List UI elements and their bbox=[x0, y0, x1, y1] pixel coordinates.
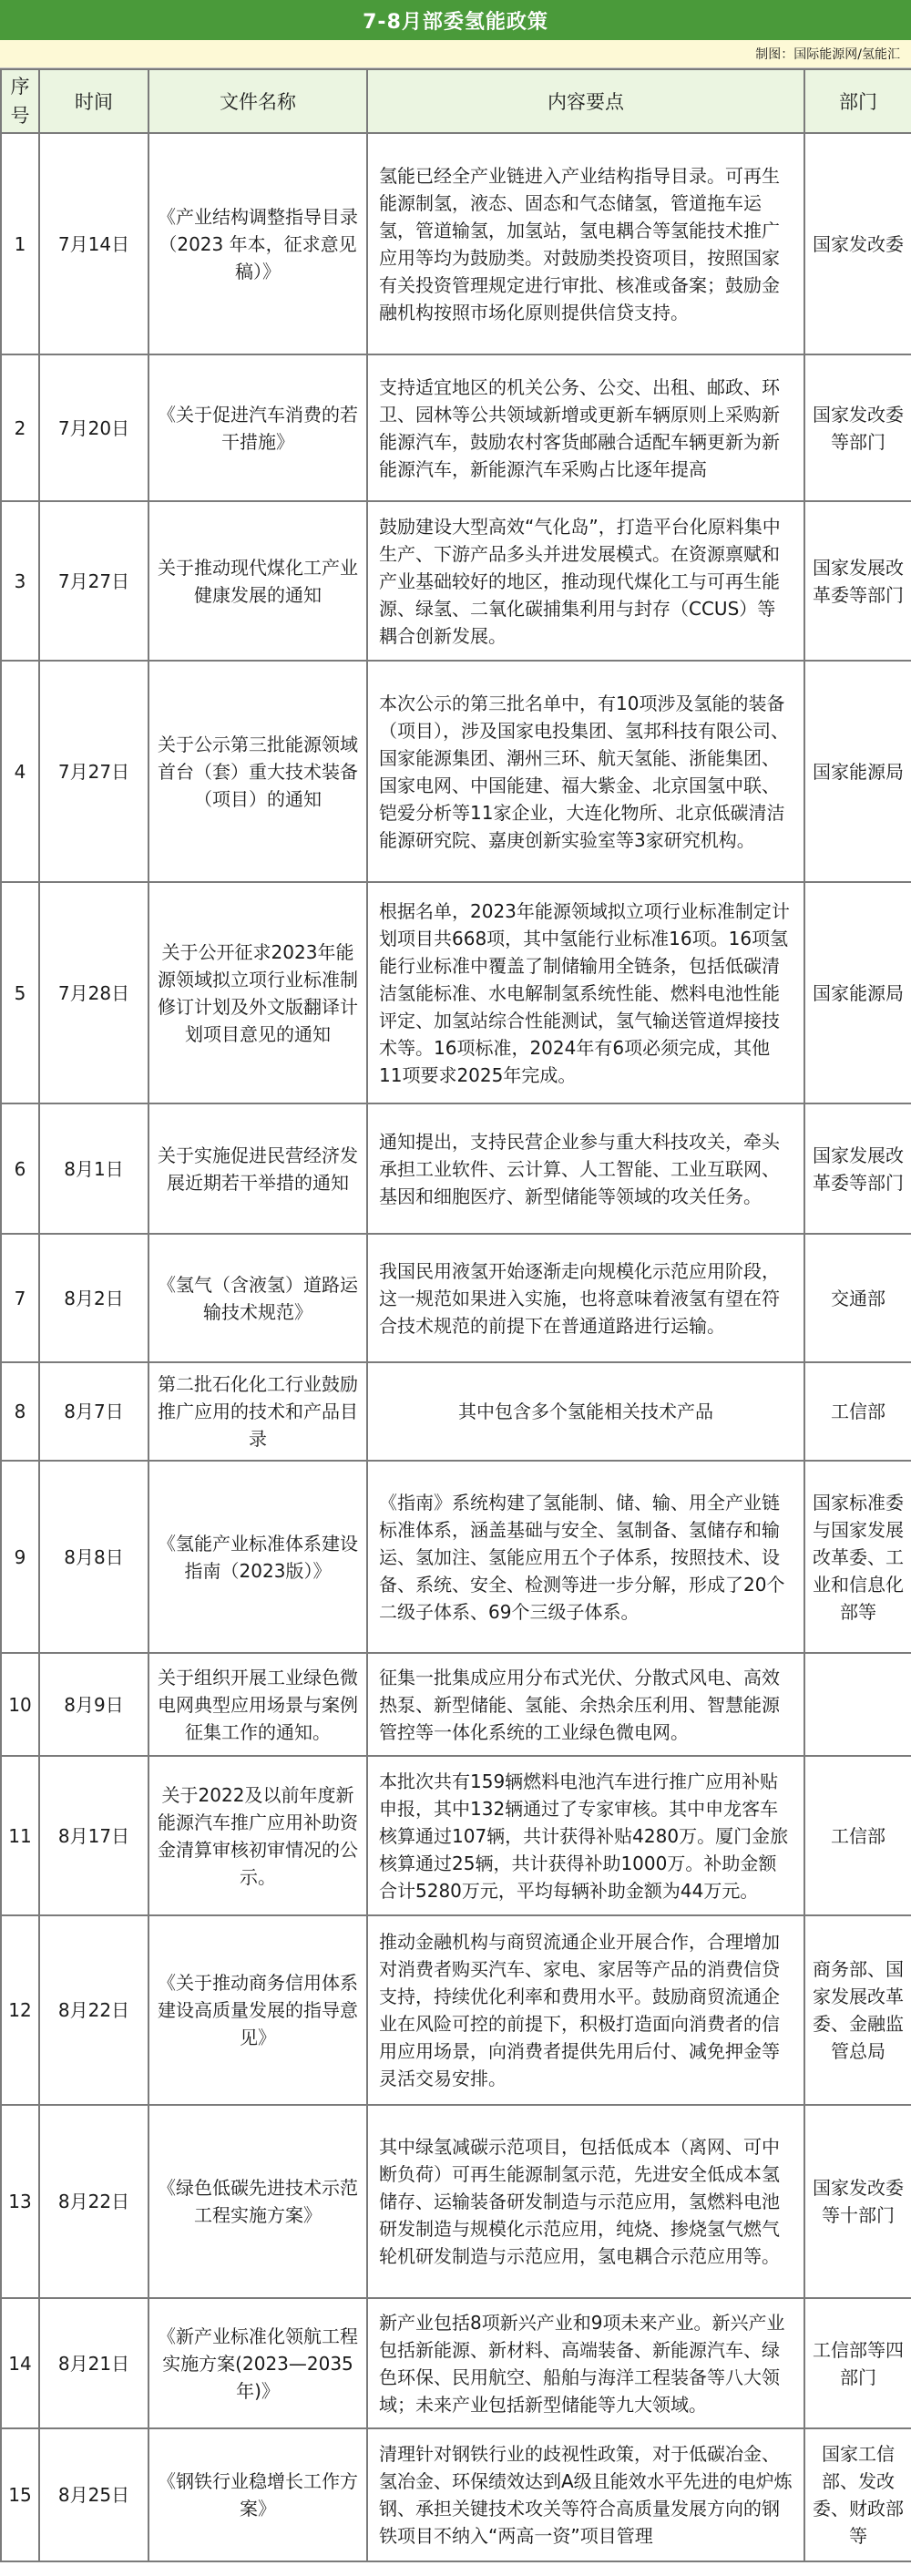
row-content: 根据名单，2023年能源领域拟立项行业标准制定计划项目共668项，其中氢能行业标准16项。16项氢能行业标准中覆盖了制储输用全链条，包括低碳清洁氢能标准、水电解制氢系统性能、燃料电池性能评定、加氢站综合性能测试，氢气输送管道焊接技术等。16项标准，2024年有6项必须完成，其他11项要求2025年完成。 bbox=[367, 882, 804, 1103]
row-date: 7月28日 bbox=[39, 882, 148, 1103]
row-date: 8月1日 bbox=[39, 1103, 148, 1234]
row-index: 3 bbox=[1, 501, 39, 661]
row-doc-title: 第二批石化化工行业鼓励推广应用的技术和产品目录 bbox=[148, 1362, 367, 1461]
row-doc-title: 《钢铁行业稳增长工作方案》 bbox=[148, 2428, 367, 2561]
table-row bbox=[1, 1653, 911, 1756]
row-dept: 国家能源局 bbox=[804, 661, 911, 882]
table-row bbox=[1, 1103, 911, 1234]
row-content: 鼓励建设大型高效“气化岛”，打造平台化原料集中生产、下游产品多头并进发展模式。在资源禀赋和产业基础较好的地区，推动现代煤化工与可再生能源、绿氢、二氧化碳捕集利用与封存（CCUS）等耦合创新发展。 bbox=[367, 501, 804, 661]
table-row bbox=[1, 1461, 911, 1653]
row-date: 8月9日 bbox=[39, 1653, 148, 1756]
row-doc-title: 《氢气（含液氢）道路运输技术规范》 bbox=[148, 1234, 367, 1362]
table-row bbox=[1, 2105, 911, 2298]
table-row bbox=[1, 1756, 911, 1915]
row-content: 通知提出，支持民营企业参与重大科技攻关，牵头承担工业软件、云计算、人工智能、工业互联网、基因和细胞医疗、新型储能等领域的攻关任务。 bbox=[367, 1103, 804, 1234]
row-index: 8 bbox=[1, 1362, 39, 1461]
row-date: 8月17日 bbox=[39, 1756, 148, 1915]
table-row bbox=[1, 2428, 911, 2561]
row-index: 12 bbox=[1, 1915, 39, 2105]
row-content: 推动金融机构与商贸流通企业开展合作，合理增加对消费者购买汽车、家电、家居等产品的消费信贷支持，持续优化利率和费用水平。鼓励商贸流通企业在风险可控的前提下，积极打造面向消费者的信用应用场景，向消费者提供先用后付、减免押金等灵活交易安排。 bbox=[367, 1915, 804, 2105]
row-doc-title: 关于推动现代煤化工产业健康发展的通知 bbox=[148, 501, 367, 661]
table-header-row bbox=[1, 69, 911, 133]
row-dept: 国家发展改革委等部门 bbox=[804, 501, 911, 661]
row-content: 本批次共有159辆燃料电池汽车进行推广应用补贴申报，其中132辆通过了专家审核。其中申龙客车核算通过107辆，共计获得补贴4280万。厦门金旅核算通过25辆，共计获得补助1000万。补助金额合计5280万元，平均每辆补助金额为44万元。 bbox=[367, 1756, 804, 1915]
header-date: 时间 bbox=[39, 69, 148, 133]
row-dept: 工信部等四部门 bbox=[804, 2298, 911, 2428]
row-doc-title: 《绿色低碳先进技术示范工程实施方案》 bbox=[148, 2105, 367, 2298]
row-date: 8月8日 bbox=[39, 1461, 148, 1653]
row-doc-title: 《关于推动商务信用体系建设高质量发展的指导意见》 bbox=[148, 1915, 367, 2105]
source-credit: 制图：国际能源网/氢能汇 bbox=[0, 40, 911, 68]
row-index: 11 bbox=[1, 1756, 39, 1915]
row-content: 支持适宜地区的机关公务、公交、出租、邮政、环卫、园林等公共领域新增或更新车辆原则上采购新能源汽车，鼓励农村客货邮融合适配车辆更新为新能源汽车，新能源汽车采购占比逐年提高 bbox=[367, 354, 804, 501]
row-date: 8月22日 bbox=[39, 1915, 148, 2105]
row-dept: 国家标准委与国家发展改革委、工业和信息化部等 bbox=[804, 1461, 911, 1653]
row-dept: 国家发改委等部门 bbox=[804, 354, 911, 501]
row-index: 13 bbox=[1, 2105, 39, 2298]
row-dept bbox=[804, 1653, 911, 1756]
row-doc-title: 《氢能产业标准体系建设指南（2023版）》 bbox=[148, 1461, 367, 1653]
row-content: 征集一批集成应用分布式光伏、分散式风电、高效热泵、新型储能、氢能、余热余压利用、智慧能源管控等一体化系统的工业绿色微电网。 bbox=[367, 1653, 804, 1756]
table-row bbox=[1, 354, 911, 501]
row-dept: 工信部 bbox=[804, 1756, 911, 1915]
row-doc-title: 《产业结构调整指导目录（2023 年本，征求意见稿）》 bbox=[148, 133, 367, 354]
row-doc-title: 关于组织开展工业绿色微电网典型应用场景与案例征集工作的通知。 bbox=[148, 1653, 367, 1756]
row-doc-title: 《新产业标准化领航工程实施方案(2023—2035年)》 bbox=[148, 2298, 367, 2428]
table-title: 7-8月部委氢能政策 bbox=[0, 0, 911, 40]
row-index: 15 bbox=[1, 2428, 39, 2561]
row-dept: 国家能源局 bbox=[804, 882, 911, 1103]
table-row bbox=[1, 1234, 911, 1362]
row-doc-title: 关于2022及以前年度新能源汽车推广应用补助资金清算审核初审情况的公示。 bbox=[148, 1756, 367, 1915]
table-row bbox=[1, 882, 911, 1103]
row-index: 7 bbox=[1, 1234, 39, 1362]
row-index: 1 bbox=[1, 133, 39, 354]
row-content: 其中绿氢减碳示范项目，包括低成本（离网、可中断负荷）可再生能源制氢示范，先进安全低成本氢储存、运输装备研发制造与示范应用，氢燃料电池研发制造与规模化示范应用，纯烧、掺烧氢气燃气轮机研发制造与示范应用，氢电耦合示范应用等。 bbox=[367, 2105, 804, 2298]
row-content: 氢能已经全产业链进入产业结构指导目录。可再生能源制氢，液态、固态和气态储氢，管道拖车运氢，管道输氢，加氢站，氢电耦合等氢能技术推广应用等均为鼓励类。对鼓励类投资项目，按照国家有关投资管理规定进行审批、核准或备案；鼓励金融机构按照市场化原则提供信贷支持。 bbox=[367, 133, 804, 354]
policy-table bbox=[0, 68, 911, 2562]
table-row bbox=[1, 2298, 911, 2428]
row-content: 其中包含多个氢能相关技术产品 bbox=[367, 1362, 804, 1461]
row-index: 2 bbox=[1, 354, 39, 501]
header-index: 序号 bbox=[1, 69, 39, 133]
table-row bbox=[1, 1362, 911, 1461]
row-dept: 国家发改委等十部门 bbox=[804, 2105, 911, 2298]
row-index: 4 bbox=[1, 661, 39, 882]
row-doc-title: 关于实施促进民营经济发展近期若干举措的通知 bbox=[148, 1103, 367, 1234]
row-date: 8月22日 bbox=[39, 2105, 148, 2298]
row-date: 8月25日 bbox=[39, 2428, 148, 2561]
row-doc-title: 关于公示第三批能源领域首台（套）重大技术装备（项目）的通知 bbox=[148, 661, 367, 882]
row-doc-title: 《关于促进汽车消费的若干措施》 bbox=[148, 354, 367, 501]
row-date: 7月27日 bbox=[39, 661, 148, 882]
row-content: 我国民用液氢开始逐渐走向规模化示范应用阶段，这一规范如果进入实施，也将意味着液氢有望在符合技术规范的前提下在普通道路进行运输。 bbox=[367, 1234, 804, 1362]
row-index: 9 bbox=[1, 1461, 39, 1653]
row-content: 本次公示的第三批名单中，有10项涉及氢能的装备（项目），涉及国家电投集团、氢邦科技有限公司、国家能源集团、潮州三环、航天氢能、浙能集团、国家电网、中国能建、福大紫金、北京国氢中联、铠爱分析等11家企业，大连化物所、北京低碳清洁能源研究院、嘉庚创新实验室等3家研究机构。 bbox=[367, 661, 804, 882]
row-dept: 商务部、国家发展改革委、金融监管总局 bbox=[804, 1915, 911, 2105]
row-content: 《指南》系统构建了氢能制、储、输、用全产业链标准体系，涵盖基础与安全、氢制备、氢储存和输运、氢加注、氢能应用五个子体系，按照技术、设备、系统、安全、检测等进一步分解，形成了20个二级子体系、69个三级子体系。 bbox=[367, 1461, 804, 1653]
table-row bbox=[1, 501, 911, 661]
row-dept: 国家工信部、发改委、财政部等 bbox=[804, 2428, 911, 2561]
row-dept: 国家发改委 bbox=[804, 133, 911, 354]
row-index: 5 bbox=[1, 882, 39, 1103]
row-dept: 国家发展改革委等部门 bbox=[804, 1103, 911, 1234]
row-date: 7月27日 bbox=[39, 501, 148, 661]
row-dept: 工信部 bbox=[804, 1362, 911, 1461]
row-date: 8月7日 bbox=[39, 1362, 148, 1461]
header-content: 内容要点 bbox=[367, 69, 804, 133]
header-dept: 部门 bbox=[804, 69, 911, 133]
header-doc: 文件名称 bbox=[148, 69, 367, 133]
row-date: 7月20日 bbox=[39, 354, 148, 501]
row-doc-title: 关于公开征求2023年能源领域拟立项行业标准制修订计划及外文版翻译计划项目意见的通知 bbox=[148, 882, 367, 1103]
table-row bbox=[1, 133, 911, 354]
row-content: 新产业包括8项新兴产业和9项未来产业。新兴产业包括新能源、新材料、高端装备、新能源汽车、绿色环保、民用航空、船舶与海洋工程装备等八大领域；未来产业包括新型储能等九大领域。 bbox=[367, 2298, 804, 2428]
table-row bbox=[1, 1915, 911, 2105]
row-date: 7月14日 bbox=[39, 133, 148, 354]
table-row bbox=[1, 661, 911, 882]
row-index: 6 bbox=[1, 1103, 39, 1234]
row-date: 8月2日 bbox=[39, 1234, 148, 1362]
row-index: 10 bbox=[1, 1653, 39, 1756]
row-date: 8月21日 bbox=[39, 2298, 148, 2428]
row-dept: 交通部 bbox=[804, 1234, 911, 1362]
row-content: 清理针对钢铁行业的歧视性政策，对于低碳冶金、氢冶金、环保绩效达到A级且能效水平先进的电炉炼钢、承担关键技术攻关等符合高质量发展方向的钢铁项目不纳入“两高一资”项目管理 bbox=[367, 2428, 804, 2561]
row-index: 14 bbox=[1, 2298, 39, 2428]
